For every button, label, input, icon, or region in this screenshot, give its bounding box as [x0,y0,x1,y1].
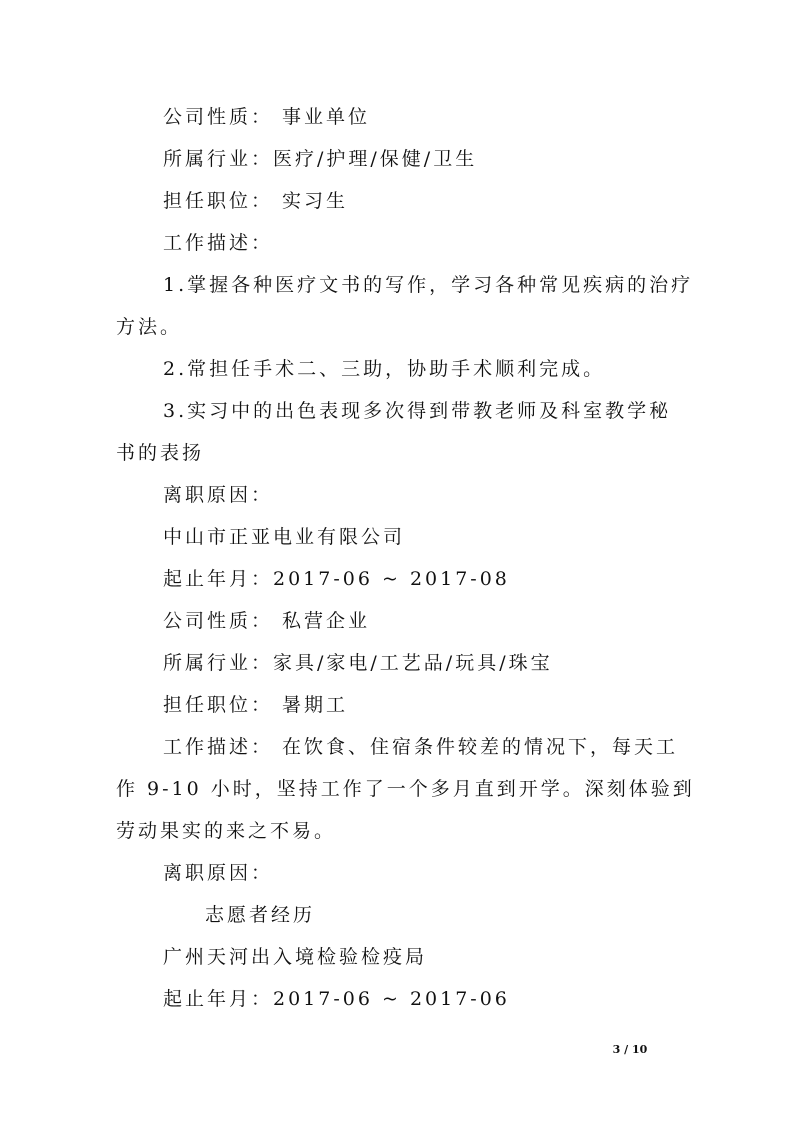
job-description-item-3: 3.实习中的出色表现多次得到带教老师及科室教学秘 [163,400,672,422]
industry-line-2: 所属行业：家具/家电/工艺品/玩具/珠宝 [163,652,553,674]
job-description-item-2: 2.常担任手术二、三助，协助手术顺利完成。 [163,358,606,380]
job-description-item-3-continued: 书的表扬 [116,442,205,464]
volunteer-organization-line: 广州天河出入境检验检疫局 [163,946,428,968]
job-description-item-1: 1.掌握各种医疗文书的写作，学习各种常见疾病的治疗 [163,274,694,296]
industry-line-1: 所属行业：医疗/护理/保健/卫生 [163,148,478,170]
date-range-line-2: 起止年月：2017-06 ~ 2017-08 [163,568,510,590]
job-description-line-2-continued-1: 作 9-10 小时，坚持工作了一个多月直到开学。深刻体验到 [116,778,695,800]
company-type-line-1: 公司性质： 事业单位 [163,106,371,128]
volunteer-date-range-line: 起止年月：2017-06 ~ 2017-06 [163,988,510,1010]
job-description-item-1-continued: 方法。 [116,316,183,338]
job-description-line-2-continued-2: 劳动果实的来之不易。 [116,820,337,842]
job-description-line-2: 工作描述： 在饮食、住宿条件较差的情况下，每天工 [163,736,679,758]
leaving-reason-line-1: 离职原因： [163,484,274,506]
page-number: 3 / 10 [612,1043,648,1056]
position-line-1: 担任职位： 实习生 [163,190,349,212]
job-description-heading-1: 工作描述： [163,232,274,254]
company-name-line-2: 中山市正亚电业有限公司 [163,526,406,548]
leaving-reason-line-2: 离职原因： [163,862,274,884]
volunteer-experience-heading: 志愿者经历 [205,904,316,926]
position-line-2: 担任职位： 暑期工 [163,694,349,716]
company-type-line-2: 公司性质： 私营企业 [163,610,371,632]
